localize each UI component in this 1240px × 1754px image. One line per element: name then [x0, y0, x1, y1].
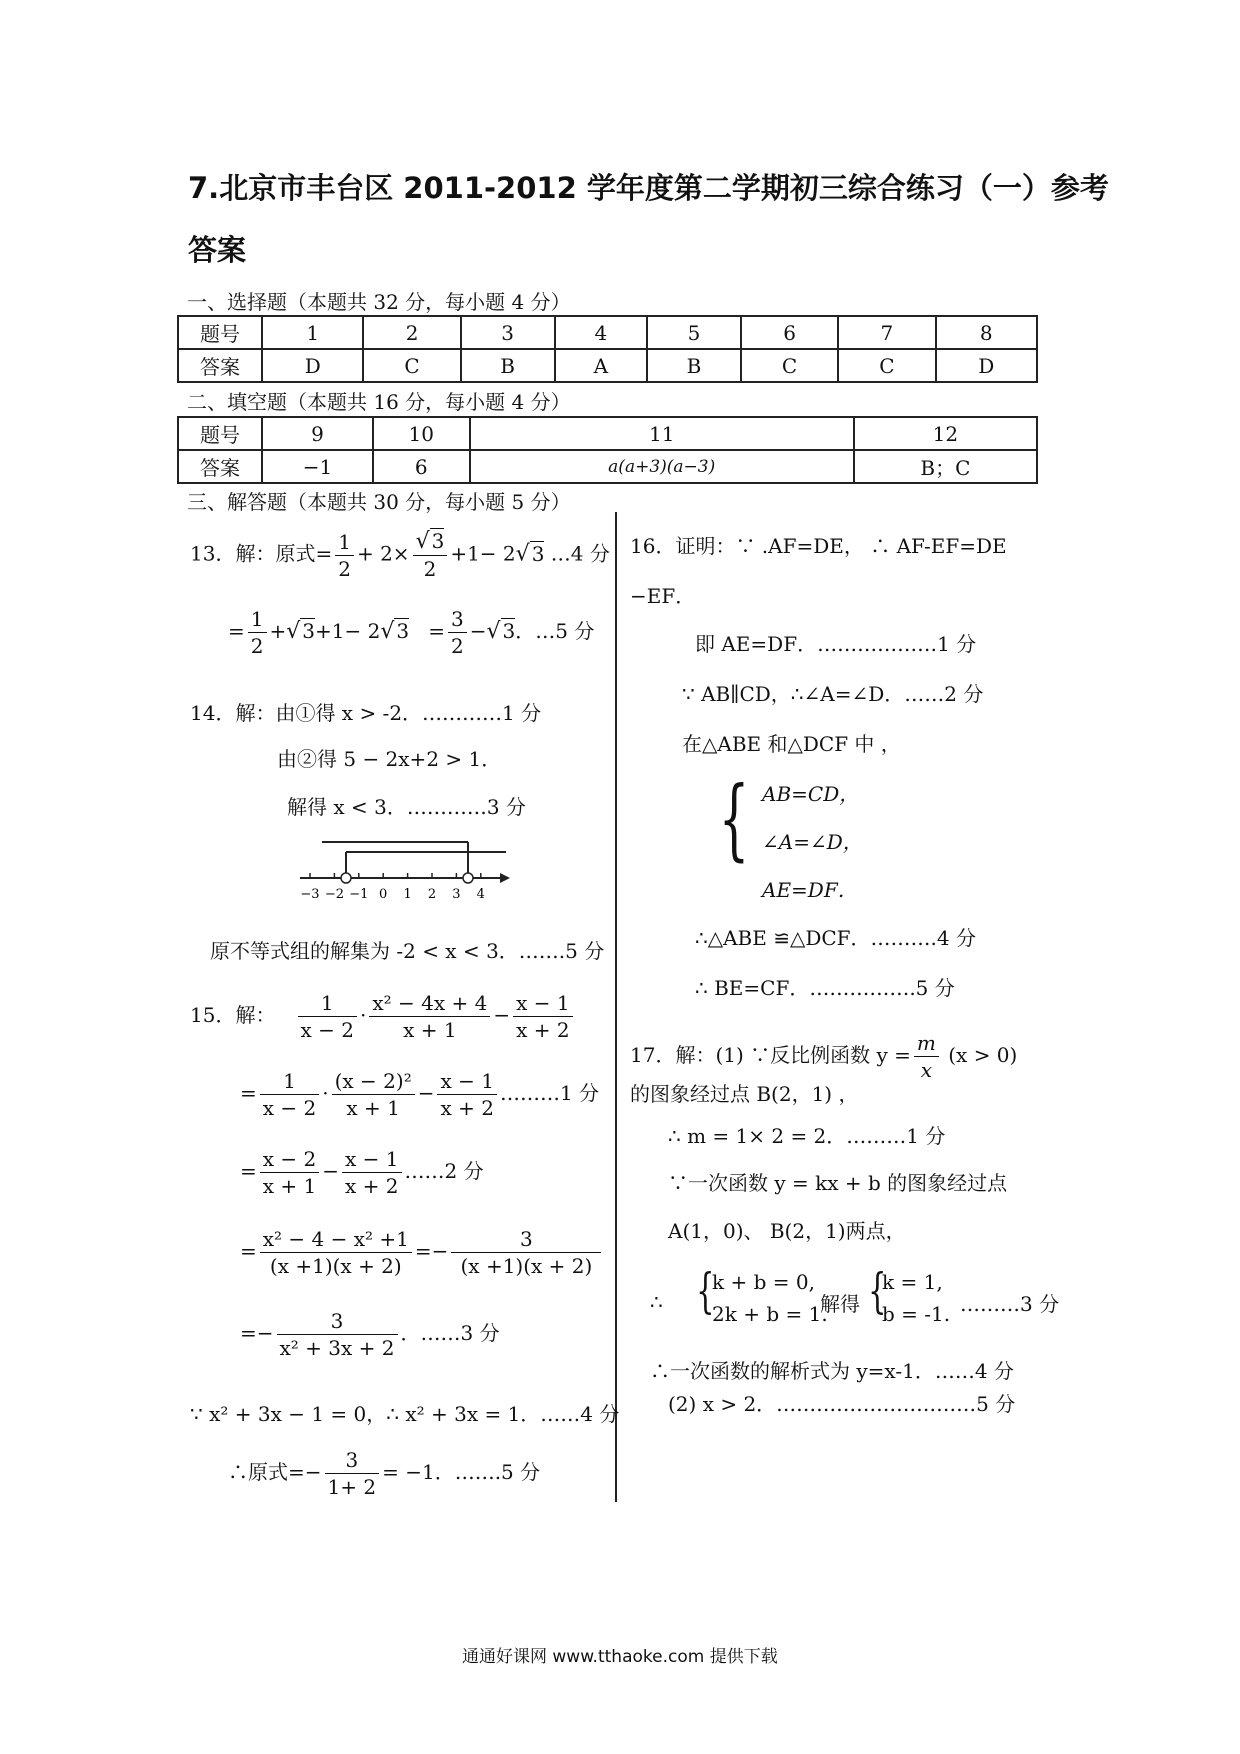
tick-label: 3: [452, 887, 461, 902]
system-brace: {: [696, 1263, 715, 1319]
sqrt-radicand: 3: [396, 619, 410, 643]
fraction-numerator: 1: [335, 529, 354, 556]
table-cell: B: [647, 349, 741, 382]
p15-line1: [190, 990, 576, 1043]
fraction-denominator: x + 2: [345, 1174, 399, 1198]
sqrt-radicand: 3: [531, 541, 545, 566]
p15-op: =: [240, 1081, 257, 1105]
table-cell: 3: [461, 316, 555, 349]
fraction-numerator: 3: [325, 1447, 380, 1474]
table-row: [178, 450, 1037, 483]
p17-line5: A(1，0)、 B(2，1)两点，: [668, 1219, 906, 1243]
p17-line2: 的图象经过点 B(2，1) ，: [630, 1082, 859, 1106]
p13-term: +1− 2: [315, 619, 381, 643]
table-cell: 7: [838, 316, 935, 349]
table-cell: 10: [373, 417, 470, 450]
table-cell: D: [262, 349, 363, 382]
fraction-denominator: x + 1: [262, 1174, 317, 1198]
p13-line1: 13．解：原式= $\frac{1}{2}$ + 2× $\frac{√ 3}{2}$ +1− 2√ 3 …4 分: [190, 529, 610, 581]
sqrt-radicand: 3: [302, 619, 316, 643]
section3-heading: 三、解答题（本题共 30 分，每小题 5 分）: [187, 490, 571, 514]
axis-arrow: [500, 873, 510, 883]
fraction-denominator: 2: [338, 556, 351, 581]
table-cell: 8: [936, 316, 1037, 349]
fraction-numerator: (x − 2)²: [332, 1068, 415, 1095]
score: ……2 分: [404, 1159, 484, 1183]
table-cell: 6: [373, 450, 470, 483]
p13-term: +1− 2: [450, 541, 516, 566]
column-divider: [615, 512, 617, 1502]
fraction-denominator: (x +1)(x + 2): [460, 1254, 593, 1278]
p13-term: + 2×: [356, 541, 410, 566]
fraction-numerator: x − 1: [513, 990, 572, 1017]
fraction-denominator: x² + 3x + 2: [279, 1336, 395, 1360]
table-cell: 11: [470, 417, 854, 450]
p16-line3: 即 AE=DF．………………1 分: [695, 632, 977, 656]
p14-line4: 原不等式组的解集为 -2 < x < 3．…….5 分: [210, 939, 605, 963]
fraction-numerator: 3: [277, 1308, 398, 1335]
p15-term: = −1．…….5 分: [382, 1460, 541, 1484]
choice-answer-table: [177, 315, 1038, 383]
page-footer: 通通好课网 www.tthaoke.com 提供下载: [462, 1647, 778, 1667]
section2-heading: 二、填空题（本题共 16 分，每小题 4 分）: [187, 390, 571, 414]
p16-line4: ∵ AB∥CD，∴∠A=∠D．……2 分: [682, 682, 984, 706]
score: ．……3 分: [400, 1321, 500, 1345]
system-brace: {: [868, 1263, 887, 1319]
fraction-denominator: 2: [450, 634, 464, 658]
table-cell: C: [363, 349, 460, 382]
table-row: [178, 417, 1037, 450]
fraction-numerator: 1: [298, 990, 357, 1017]
p15-line5: [240, 1308, 500, 1361]
p16-line5: 在△ABE 和△DCF 中 ，: [682, 732, 901, 756]
fraction-numerator: 3: [448, 606, 467, 633]
p17-line8: (2) x > 2．…………………………5 分: [668, 1392, 1016, 1416]
p15-line3: [240, 1146, 484, 1199]
sqrt-radicand: 3: [502, 619, 516, 643]
p15-op: ·: [322, 1081, 329, 1105]
table-cell: 6: [741, 316, 838, 349]
p13-term: −: [469, 619, 487, 643]
table-cell: C: [838, 349, 935, 382]
p13-line2: = $\frac{1}{2}$ +√ 3+1− 2√ 3 = $\frac{3}{2}$ −√ 3．…5 分: [228, 607, 595, 658]
p17-line1: [630, 1030, 1017, 1083]
p17-line7: ∴一次函数的解析式为 y=x-1．……4 分: [650, 1359, 1014, 1383]
fraction-denominator: x + 2: [516, 1018, 570, 1042]
fraction-denominator: 1+ 2: [327, 1475, 377, 1499]
p15-line2: [240, 1068, 599, 1121]
p14-line3: 解得 x < 3．…………3 分: [287, 795, 526, 819]
p15-op: =: [414, 1239, 432, 1263]
fraction-denominator: x + 2: [440, 1096, 494, 1120]
p13-lead: 13．解：原式=: [190, 541, 333, 566]
page-title-line1: 7.北京市丰台区 2011-2012 学年度第二学期初三综合练习（一）参考: [188, 171, 1109, 205]
p16-system-eq2: ∠A=∠D，: [762, 830, 863, 854]
table-cell: 5: [647, 316, 741, 349]
fraction-denominator: (x +1)(x + 2): [269, 1254, 402, 1278]
score: ………3 分: [960, 1292, 1060, 1316]
p15-op: −: [256, 1321, 274, 1345]
table-cell: 12: [854, 417, 1037, 450]
table-cell: a(a+3)(a−3): [470, 450, 854, 483]
table-cell: D: [936, 349, 1037, 382]
table-cell: 2: [363, 316, 460, 349]
fraction-numerator: x − 1: [437, 1068, 496, 1095]
tick-label: −2: [324, 887, 344, 902]
p17-line3: ∴ m = 1× 2 = 2．………1 分: [668, 1124, 946, 1148]
tick-label: 1: [403, 887, 412, 902]
table-cell: 4: [555, 316, 647, 349]
table-cell: 1: [262, 316, 363, 349]
p16-system-eq1: AB=CD，: [762, 782, 860, 806]
page-title-line2: 答案: [188, 233, 247, 267]
fraction-denominator: 2: [250, 634, 264, 658]
fraction-numerator: x² − 4 − x² +1: [260, 1226, 412, 1253]
table-cell: A: [555, 349, 647, 382]
tick-label: −1: [349, 887, 369, 902]
p15-op: −: [417, 1081, 435, 1105]
p14-line2: 由②得 5 − 2x+2 > 1．: [277, 747, 502, 771]
score: ．…5 分: [515, 619, 595, 643]
system-brace: {: [718, 767, 750, 870]
table-row: [178, 316, 1037, 349]
p13-term: =: [428, 619, 445, 643]
section1-heading: 一、选择题（本题共 32 分，每小题 4 分）: [187, 290, 571, 314]
fraction-numerator: x − 2: [260, 1146, 319, 1173]
sqrt-radicand: 3: [431, 529, 445, 553]
p14-line1: 14．解：由①得 x > -2．…………1 分: [190, 701, 542, 725]
table-cell: −1: [262, 450, 373, 483]
fraction-denominator: x + 1: [346, 1096, 400, 1120]
fraction-numerator: 1: [260, 1068, 319, 1095]
open-point: [341, 873, 351, 883]
p17-system-eq1: k + b = 0,: [712, 1270, 815, 1294]
tick-label: 0: [379, 887, 388, 902]
p17-result-eq2: b = -1.: [882, 1302, 951, 1326]
number-line: [300, 838, 510, 906]
p15-line4: [240, 1226, 604, 1279]
fraction-numerator: m: [914, 1030, 939, 1057]
tick-label: −3: [300, 887, 320, 902]
fraction-denominator: x: [920, 1058, 933, 1082]
table-cell: 答案: [178, 450, 262, 483]
p15-op: −: [322, 1159, 340, 1183]
p15-op: =: [240, 1159, 257, 1183]
table-cell: 题号: [178, 316, 262, 349]
p16-line2: −EF．: [630, 584, 696, 608]
fraction-denominator: x + 1: [403, 1018, 457, 1042]
p15-lead: 15．解：: [190, 1003, 276, 1027]
fraction-numerator: 3: [451, 1226, 601, 1253]
p15-op: −: [431, 1239, 449, 1263]
tick-label: 2: [427, 887, 437, 902]
fraction-numerator: 1: [248, 606, 267, 633]
score: ………1 分: [499, 1081, 600, 1105]
p15-line6: ∵ x² + 3x − 1 = 0，∴ x² + 3x = 1．……4 分: [190, 1402, 620, 1426]
p17-therefore: ∴: [650, 1290, 663, 1314]
p16-line6: ∴△ABE ≌△DCF．……….4 分: [695, 926, 976, 950]
p17-result-eq1: k = 1,: [882, 1270, 943, 1294]
table-cell: 9: [262, 417, 373, 450]
fraction-denominator: x − 2: [262, 1096, 317, 1120]
p17-line4: ∵一次函数 y = kx + b 的图象经过点: [668, 1171, 1008, 1195]
p16-line1: 16．证明：∵ .AF=DE， ∴ AF-EF=DE: [630, 534, 1007, 558]
p17-term: 17．解：(1) ∵反比例函数 y =: [630, 1043, 911, 1067]
table-cell: C: [741, 349, 838, 382]
p15-op: =: [240, 1321, 257, 1345]
p13-term: +: [269, 619, 287, 643]
open-point: [463, 873, 473, 883]
table-cell: B: [461, 349, 555, 382]
p15-line7: [228, 1447, 540, 1500]
p15-op: −: [493, 1003, 511, 1027]
fill-answer-table: [177, 416, 1038, 484]
p15-lead: ∴原式=−: [228, 1460, 322, 1484]
table-cell: B；C: [854, 450, 1037, 483]
p17-solve-label: 解得: [820, 1292, 860, 1316]
p15-op: =: [240, 1239, 257, 1263]
fraction-numerator: x − 1: [342, 1146, 401, 1173]
fraction-denominator: x − 2: [300, 1018, 355, 1042]
table-row: [178, 349, 1037, 382]
table-cell: 题号: [178, 417, 262, 450]
p15-op: ·: [360, 1003, 367, 1027]
p17-term: (x > 0): [948, 1043, 1018, 1067]
table-cell: 答案: [178, 349, 262, 382]
fraction-numerator: x² − 4x + 4: [369, 990, 490, 1017]
fraction-denominator: 2: [423, 557, 437, 581]
p16-system-eq3: AE=DF．: [762, 878, 858, 902]
score: …4 分: [550, 541, 610, 566]
tick-label: 4: [476, 887, 485, 902]
p17-system-eq2: 2k + b = 1.: [712, 1302, 828, 1326]
p13-term: =: [228, 619, 245, 643]
p16-line7: ∴ BE=CF．…………….5 分: [695, 976, 955, 1000]
